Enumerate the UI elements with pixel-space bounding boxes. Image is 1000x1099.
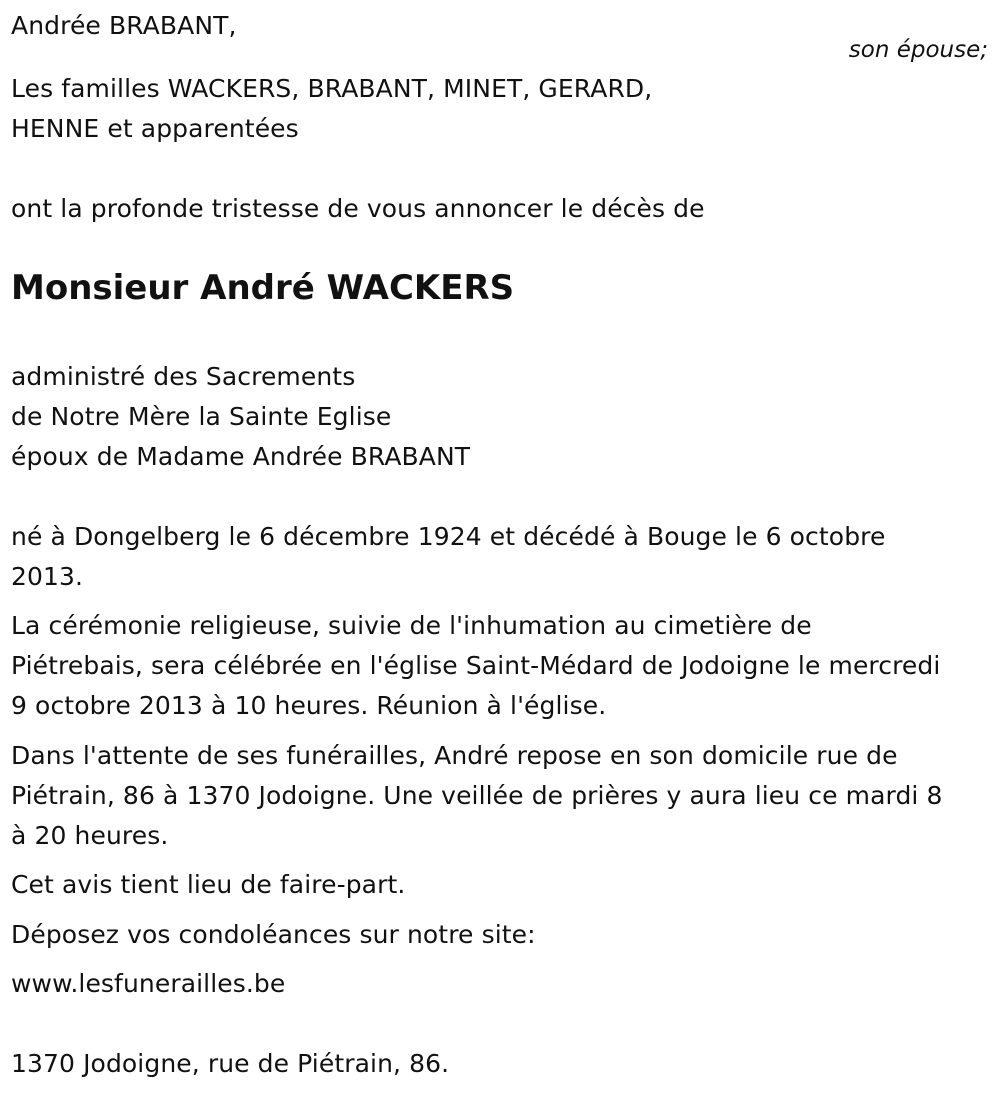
sacraments-line-2: de Notre Mère la Sainte Eglise xyxy=(11,402,392,431)
birth-death-line-2: 2013. xyxy=(11,562,84,591)
faire-part-line: Cet avis tient lieu de faire-part. xyxy=(11,870,406,899)
rest-line-2: Piétrain, 86 à 1370 Jodoigne. Une veillée de prières y aura lieu ce mardi 8 xyxy=(11,781,943,810)
spouse-name: Andrée BRABANT, xyxy=(11,11,237,40)
deceased-name: Monsieur André WACKERS xyxy=(11,268,515,308)
spouse-note: son épouse; xyxy=(848,37,988,63)
rest-line-3: à 20 heures. xyxy=(11,821,169,850)
sacraments-line-1: administré des Sacrements xyxy=(11,362,356,391)
families-line-2: HENNE et apparentées xyxy=(11,114,299,143)
spouse-of-line: époux de Madame Andrée BRABANT xyxy=(11,442,471,471)
rest-line-1: Dans l'attente de ses funérailles, André repose en son domicile rue de xyxy=(11,741,898,770)
address-line: 1370 Jodoigne, rue de Piétrain, 86. xyxy=(11,1049,450,1078)
ceremony-line-1: La cérémonie religieuse, suivie de l'inhumation au cimetière de xyxy=(11,611,812,640)
ceremony-line-2: Piétrebais, sera célébrée en l'église Saint-Médard de Jodoigne le mercredi xyxy=(11,651,941,680)
families-line-1: Les familles WACKERS, BRABANT, MINET, GERARD, xyxy=(11,74,653,103)
birth-death-line-1: né à Dongelberg le 6 décembre 1924 et décédé à Bouge le 6 octobre xyxy=(11,522,886,551)
website-link[interactable]: www.lesfunerailles.be xyxy=(11,969,286,998)
announcement-text: ont la profonde tristesse de vous annoncer le décès de xyxy=(11,194,705,223)
ceremony-line-3: 9 octobre 2013 à 10 heures. Réunion à l'église. xyxy=(11,691,607,720)
condolences-line: Déposez vos condoléances sur notre site: xyxy=(11,920,536,949)
